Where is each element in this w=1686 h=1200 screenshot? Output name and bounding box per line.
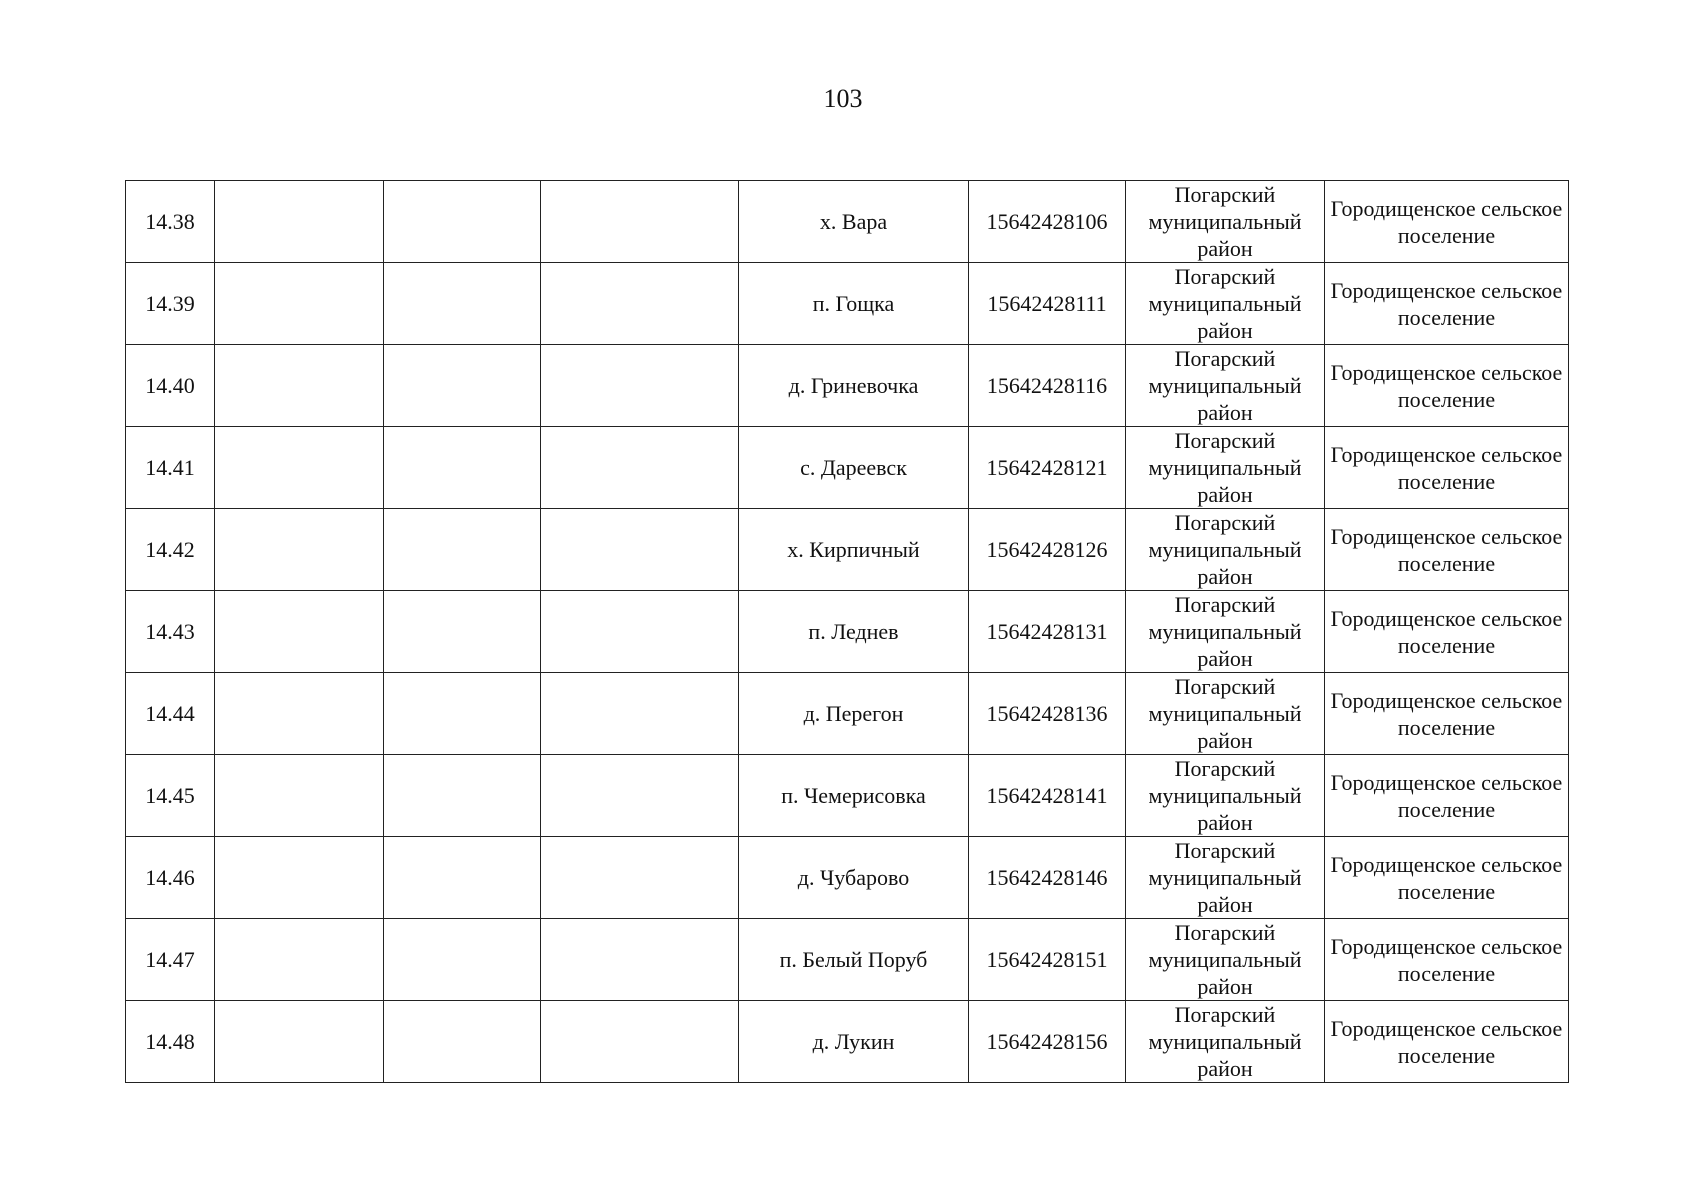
- row-number-cell: 14.47: [126, 919, 215, 1001]
- district-cell: Погарский муниципальный район: [1126, 919, 1325, 1001]
- municipality-cell: Городищенское сельское поселение: [1325, 509, 1569, 591]
- municipality-cell: Городищенское сельское поселение: [1325, 755, 1569, 837]
- table-row: [126, 509, 1569, 591]
- empty-cell: [215, 1001, 384, 1083]
- settlement-name-cell: д. Чубарово: [739, 837, 969, 919]
- district-cell: Погарский муниципальный район: [1126, 755, 1325, 837]
- municipality-cell: Городищенское сельское поселение: [1325, 919, 1569, 1001]
- table-body: [126, 181, 1569, 1083]
- table-row: [126, 345, 1569, 427]
- empty-cell: [215, 673, 384, 755]
- oktmo-code-cell: 15642428136: [969, 673, 1126, 755]
- empty-cell: [541, 755, 739, 837]
- settlements-table: [125, 180, 1569, 1083]
- oktmo-code-cell: 15642428156: [969, 1001, 1126, 1083]
- settlement-name-cell: п. Леднев: [739, 591, 969, 673]
- row-number-cell: 14.44: [126, 673, 215, 755]
- settlement-name-cell: х. Вара: [739, 181, 969, 263]
- empty-cell: [384, 345, 541, 427]
- empty-cell: [384, 1001, 541, 1083]
- oktmo-code-cell: 15642428151: [969, 919, 1126, 1001]
- empty-cell: [215, 919, 384, 1001]
- oktmo-code-cell: 15642428111: [969, 263, 1126, 345]
- empty-cell: [384, 673, 541, 755]
- table-row: [126, 427, 1569, 509]
- empty-cell: [541, 509, 739, 591]
- empty-cell: [384, 755, 541, 837]
- district-cell: Погарский муниципальный район: [1126, 509, 1325, 591]
- table-row: [126, 181, 1569, 263]
- settlement-name-cell: с. Дареевск: [739, 427, 969, 509]
- municipality-cell: Городищенское сельское поселение: [1325, 673, 1569, 755]
- municipality-cell: Городищенское сельское поселение: [1325, 837, 1569, 919]
- row-number-cell: 14.39: [126, 263, 215, 345]
- row-number-cell: 14.41: [126, 427, 215, 509]
- table-row: [126, 591, 1569, 673]
- oktmo-code-cell: 15642428131: [969, 591, 1126, 673]
- empty-cell: [541, 263, 739, 345]
- empty-cell: [384, 427, 541, 509]
- empty-cell: [215, 591, 384, 673]
- settlement-name-cell: п. Чемерисовка: [739, 755, 969, 837]
- oktmo-code-cell: 15642428121: [969, 427, 1126, 509]
- empty-cell: [215, 755, 384, 837]
- oktmo-code-cell: 15642428126: [969, 509, 1126, 591]
- empty-cell: [384, 837, 541, 919]
- empty-cell: [541, 427, 739, 509]
- oktmo-code-cell: 15642428141: [969, 755, 1126, 837]
- row-number-cell: 14.46: [126, 837, 215, 919]
- empty-cell: [215, 263, 384, 345]
- municipality-cell: Городищенское сельское поселение: [1325, 1001, 1569, 1083]
- empty-cell: [541, 919, 739, 1001]
- district-cell: Погарский муниципальный район: [1126, 345, 1325, 427]
- municipality-cell: Городищенское сельское поселение: [1325, 591, 1569, 673]
- empty-cell: [541, 345, 739, 427]
- municipality-cell: Городищенское сельское поселение: [1325, 427, 1569, 509]
- empty-cell: [215, 509, 384, 591]
- district-cell: Погарский муниципальный район: [1126, 591, 1325, 673]
- empty-cell: [384, 263, 541, 345]
- table-row: [126, 1001, 1569, 1083]
- row-number-cell: 14.43: [126, 591, 215, 673]
- empty-cell: [215, 837, 384, 919]
- empty-cell: [541, 673, 739, 755]
- settlement-name-cell: д. Лукин: [739, 1001, 969, 1083]
- municipality-cell: Городищенское сельское поселение: [1325, 181, 1569, 263]
- oktmo-code-cell: 15642428146: [969, 837, 1126, 919]
- settlement-name-cell: п. Белый Поруб: [739, 919, 969, 1001]
- settlement-name-cell: п. Гощка: [739, 263, 969, 345]
- table-row: [126, 263, 1569, 345]
- row-number-cell: 14.40: [126, 345, 215, 427]
- row-number-cell: 14.48: [126, 1001, 215, 1083]
- empty-cell: [215, 345, 384, 427]
- oktmo-code-cell: 15642428106: [969, 181, 1126, 263]
- page-number: 103: [823, 84, 863, 113]
- table-row: [126, 919, 1569, 1001]
- oktmo-code-cell: 15642428116: [969, 345, 1126, 427]
- district-cell: Погарский муниципальный район: [1126, 1001, 1325, 1083]
- empty-cell: [384, 919, 541, 1001]
- table-row: [126, 755, 1569, 837]
- empty-cell: [215, 181, 384, 263]
- district-cell: Погарский муниципальный район: [1126, 837, 1325, 919]
- table-row: [126, 837, 1569, 919]
- settlement-name-cell: д. Перегон: [739, 673, 969, 755]
- settlement-name-cell: д. Гриневочка: [739, 345, 969, 427]
- district-cell: Погарский муниципальный район: [1126, 673, 1325, 755]
- municipality-cell: Городищенское сельское поселение: [1325, 263, 1569, 345]
- empty-cell: [384, 181, 541, 263]
- empty-cell: [541, 1001, 739, 1083]
- district-cell: Погарский муниципальный район: [1126, 263, 1325, 345]
- row-number-cell: 14.45: [126, 755, 215, 837]
- empty-cell: [384, 509, 541, 591]
- table-row: [126, 673, 1569, 755]
- district-cell: Погарский муниципальный район: [1126, 427, 1325, 509]
- empty-cell: [215, 427, 384, 509]
- empty-cell: [541, 837, 739, 919]
- empty-cell: [541, 591, 739, 673]
- row-number-cell: 14.38: [126, 181, 215, 263]
- empty-cell: [384, 591, 541, 673]
- settlement-name-cell: х. Кирпичный: [739, 509, 969, 591]
- district-cell: Погарский муниципальный район: [1126, 181, 1325, 263]
- empty-cell: [541, 181, 739, 263]
- municipality-cell: Городищенское сельское поселение: [1325, 345, 1569, 427]
- row-number-cell: 14.42: [126, 509, 215, 591]
